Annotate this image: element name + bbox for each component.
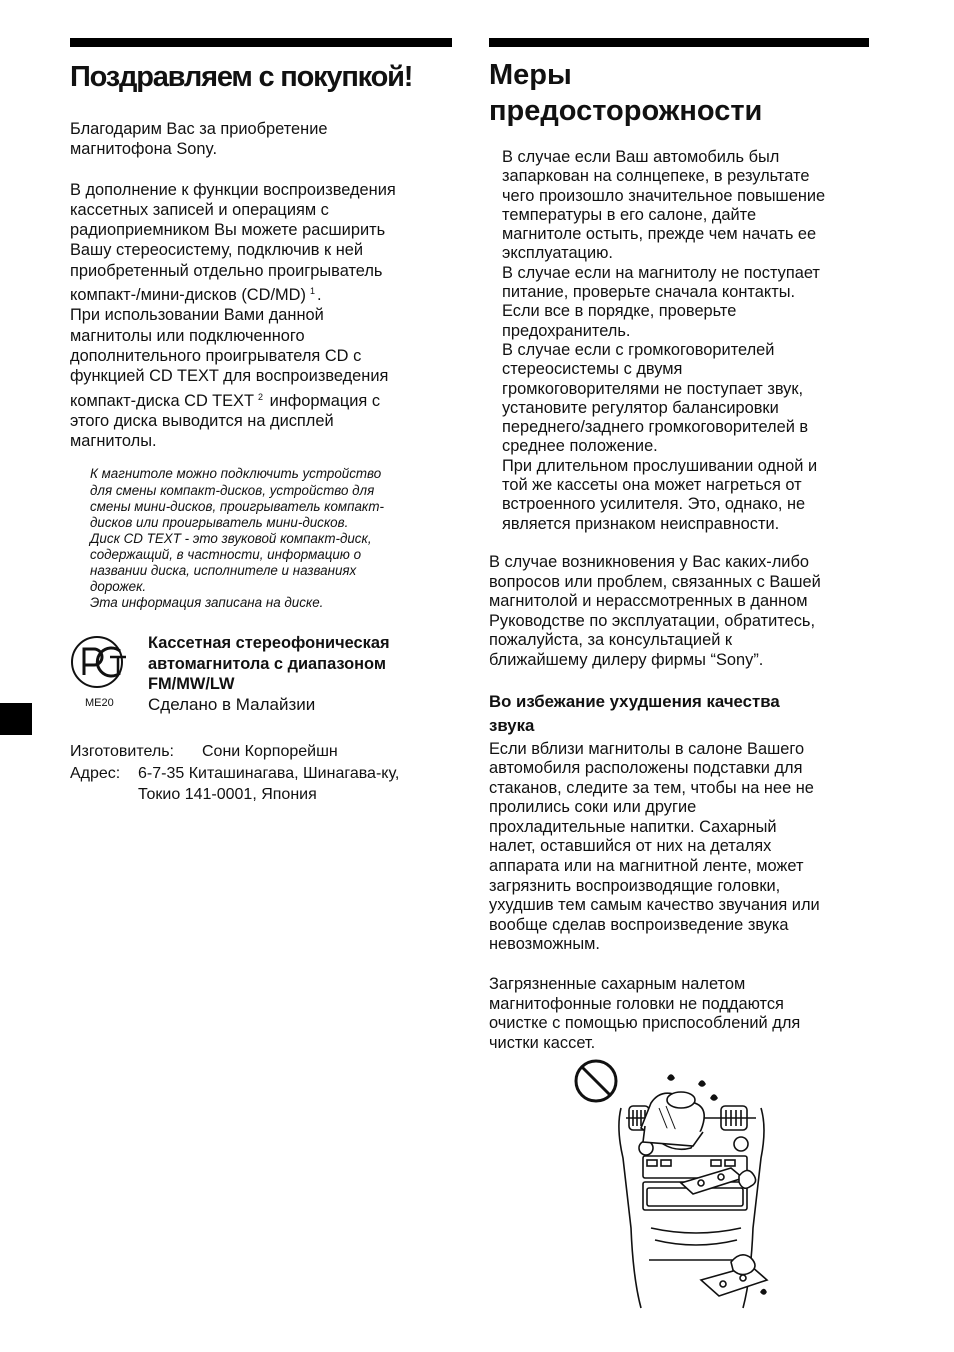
spilled-drink-illustration — [571, 1048, 781, 1318]
footnote-ref-1: 1 — [309, 286, 315, 297]
features-paragraph: В дополнение к функции воспроизведения кассетных записей и операциям с радиоприемником Вы можете расширить Вашу стереосистему, подключив к ней приобретенный отдельно проигрыватель компакт-/мини-дисков (CD/MD) $^1$ . При использовании Вами данной магнитолы или подключенного дополнительного проигрывателя CD с функцией CD TEXT для воспроизведения компакт-диска CD TEXT $^2$ информация с этого диска выводится на дисплей магнитолы. — [70, 180, 396, 451]
list-item: При длительном прослушивании одной и той же кассеты она может нагреться от встроенного усилителя. Это, однако, не является признаком неисправности. — [502, 456, 818, 533]
list-item: В случае если Ваш автомобиль был запаркован на солнцепеке, в результате чего произошло значительное повышение температуры в его салоне, дайте магнитоле остыть, прежде чем начать ее эксплуатацию. — [502, 148, 826, 263]
precautions-title: Меры предосторожности — [489, 59, 763, 127]
list-item: В случае если с громкоговорителей стереосистемы с двумя громкоговорителями не поступает звук, установите регулятор балансировки переднего/заднего громкоговорителей в среднее положение. — [502, 340, 809, 456]
cleaning-paragraph: Загрязненные сахарным налетом магнитофонные головки не поддаются очистке с помощью приспособлений для чистки кассет. — [489, 975, 801, 1052]
footnotes: К магнитоле можно подключить устройство для смены компакт-дисков, устройство для смены мини-дисков, проигрыватель компакт- дисков или проигрыватель мини-дисков. Диск CD TEXT - это звуковой компакт-диск, содержащий, в частности, информацию о названии диска, исполнителе и названиях дорожек. Эта информация записана на диске. — [90, 466, 384, 611]
certification-code: ME20 — [85, 697, 114, 710]
page-edge-tab — [0, 703, 32, 735]
footnote-ref-2: 2 — [258, 391, 264, 402]
left-column — [70, 38, 452, 806]
precaution-list — [502, 148, 869, 534]
sound-quality-heading: Во избежание ухудшения качества звука — [489, 691, 780, 735]
intro-paragraph: Благодарим Вас за приобретение магнитофона Sony. — [70, 120, 328, 159]
congratulations-title: Поздравляем с покупкой! — [70, 61, 413, 93]
sound-quality-paragraph: Если вблизи магнитолы в салоне Вашего автомобиля расположены подставки для стаканов, следите за тем, чтобы на нее не пролились соки или другие прохладительные напитки. Сахарный налет, оставшийся от них на деталях аппарата или на магнитной ленте, может загрязнить воспроизводящие головки, ухудшив тем самым качество звучания или вообще сделав воспроизведение звука невозможным. — [489, 739, 820, 954]
gost-certification-icon — [70, 635, 130, 689]
certification-block — [70, 633, 452, 719]
contact-paragraph: В случае возникновения у Вас каких-либо вопросов или проблем, связанных с Вашей магнитолой и нерассмотренных в данном Руководстве по эксплуатации, обратитесь, пожалуйста, за консультацией к ближайшему дилеру фирмы “Sony”. — [489, 552, 821, 669]
manufacturer-info: Изготовитель: Сони Корпорейшн Адрес: 6-7-35 Киташинагава, Шинагава-ку, Токио 141-0001, Япония — [70, 743, 400, 804]
title-rule — [70, 38, 452, 47]
product-description: Кассетная стереофоническая автомагнитола с диапазоном FM/MW/LW Сделано в Малайзии — [148, 634, 390, 714]
right-column — [489, 38, 869, 1053]
list-item: В случае если на магнитолу не поступает питание, проверьте сначала контакты. Если все в порядке, проверьте предохранитель. — [502, 263, 820, 340]
title-rule — [489, 38, 869, 47]
